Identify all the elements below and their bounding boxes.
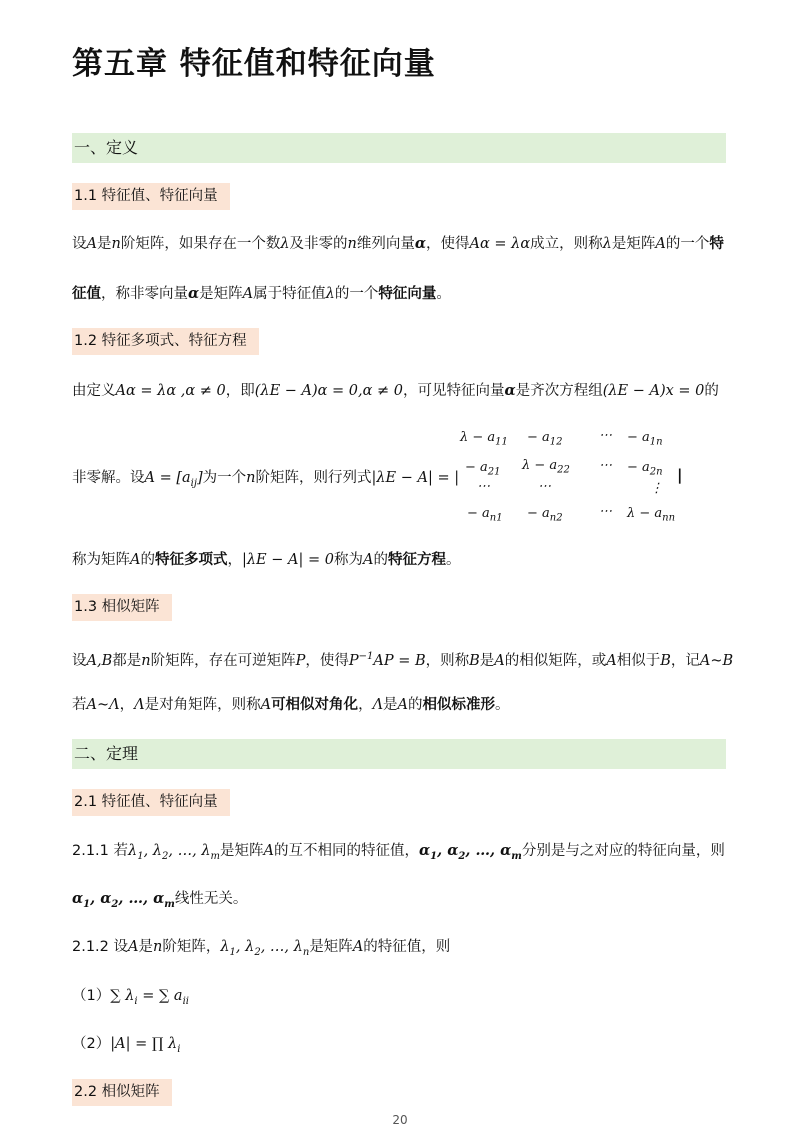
math: , α (437, 842, 459, 859)
text: 维列向量 (356, 236, 415, 252)
math-subscript: ii (182, 995, 189, 1007)
text: 是矩阵 (199, 286, 243, 302)
determinant-close-bar: | (677, 466, 683, 484)
text: 。 (445, 552, 461, 568)
math: ] (196, 470, 203, 486)
math-subscript: 1 (430, 850, 438, 862)
math-subscript: 1 (229, 946, 236, 958)
text: ，使得 (426, 236, 470, 252)
math: n (141, 652, 151, 669)
bold-term: 特征多项式 (154, 552, 228, 568)
text: 属于特征值 (253, 286, 326, 302)
math-subscript: 2 (111, 898, 119, 910)
math-subscript: 1 (137, 850, 144, 862)
math: AP = B (373, 652, 426, 669)
math: P (348, 652, 359, 669)
math: , …, α (465, 842, 512, 859)
math: A (352, 939, 364, 955)
text: ，可见特征向量 (403, 383, 505, 399)
formula-determinant (72, 1034, 180, 1060)
math: A~Λ (86, 697, 120, 713)
text: ， (227, 552, 242, 568)
subsection-heading-1-1: 1.1 特征值、特征向量 (72, 183, 230, 210)
math: A~B (699, 652, 734, 669)
math-subscript: m (164, 898, 175, 910)
matrix-cell-r2c1: − $a_{21}$ (465, 460, 501, 478)
matrix-cell-r4c2: − $a_{n2}$ (527, 506, 563, 524)
text: 若 (72, 697, 87, 713)
text: 阶矩阵，存在可逆矩阵 (150, 652, 296, 669)
theorem-2-1-2 (72, 937, 450, 963)
matrix-cell-r2c4: − $a_{2n}$ (627, 460, 663, 478)
math: A (128, 939, 139, 955)
text: 阶矩阵，则行列式 (255, 470, 372, 486)
paragraph-eigen-definition-line1 (72, 234, 724, 254)
paragraph-similar-line1 (72, 647, 733, 671)
math: λ (325, 286, 335, 302)
text: 的相似矩阵，或 (504, 652, 607, 669)
math: λ (280, 236, 290, 252)
math-superscript: −1 (358, 651, 374, 662)
math: , λ (235, 939, 255, 955)
math: A = [a (144, 470, 191, 486)
bold-term: 特 (709, 236, 724, 252)
matrix-cell-r3c1: ⋯ (477, 479, 490, 494)
text: 的一个 (334, 286, 379, 302)
text: 的 (408, 697, 423, 713)
math: A (263, 843, 274, 859)
math: A (242, 286, 254, 302)
text: 线性无关。 (174, 891, 248, 907)
matrix-cell-r1c4: − $a_{1n}$ (627, 430, 663, 448)
text: 阶矩阵， (162, 939, 221, 955)
math: A (86, 236, 97, 252)
math: α (72, 890, 84, 907)
text: 由定义 (72, 383, 116, 399)
text: 是矩阵 (220, 843, 264, 859)
math: n (153, 939, 163, 955)
text: ， (119, 697, 135, 713)
text: ，使得 (305, 652, 349, 669)
math: λ (128, 843, 138, 859)
text: 的特征值，则 (363, 939, 451, 955)
section-heading-definition: 一、定义 (72, 133, 726, 163)
subsection-heading-2-1: 2.1 特征值、特征向量 (72, 789, 230, 816)
math-subscript: m (210, 850, 221, 862)
math: A (362, 552, 374, 568)
math: Aα = λα (469, 236, 531, 252)
math-subscript: i (177, 1043, 181, 1055)
text: 的互不相同的特征值， (274, 843, 419, 859)
math: A (260, 697, 272, 713)
math: ∑ λ (110, 988, 135, 1004)
math-subscript: ij (190, 477, 197, 489)
math: α (414, 235, 427, 252)
bold-term: 特征向量 (378, 286, 437, 302)
paragraph-char-poly-line2 (72, 468, 459, 494)
text: 是齐次方程组 (515, 383, 603, 399)
bold-term: 特征方程 (387, 552, 446, 568)
math: A (130, 552, 141, 568)
math: |A| = ∏ λ (110, 1036, 178, 1052)
text: 相似于 (616, 652, 661, 669)
paragraph-similar-line2 (72, 695, 510, 715)
text: 的一个 (665, 236, 710, 252)
math: λ (602, 236, 612, 252)
matrix-cell-r2c3: ⋯ (599, 458, 612, 473)
determinant-matrix (455, 424, 695, 534)
matrix-cell-r4c1: − $a_{n1}$ (467, 506, 503, 524)
math: λ (220, 939, 230, 955)
matrix-cell-r3c4: ⋮ (650, 481, 663, 496)
matrix-cell-r3c2: ⋯ (538, 479, 551, 494)
matrix-cell-r2c2: $\lambda - a_{22}$ (522, 458, 570, 476)
math-subscript: n (302, 946, 310, 958)
text: 是 (138, 939, 153, 955)
matrix-cell-r1c3: ⋯ (599, 428, 612, 443)
theorem-2-1-1-line1 (72, 841, 725, 867)
math: , …, λ (168, 843, 211, 859)
math: n (347, 236, 357, 252)
math: P (295, 652, 306, 669)
text: 的 (373, 552, 388, 568)
text: 是矩阵 (309, 939, 353, 955)
text: 及非零的 (289, 236, 348, 252)
math-subscript: 2 (162, 850, 169, 862)
math: B (469, 652, 480, 669)
matrix-cell-r4c4: $\lambda - a_{nn}$ (627, 506, 676, 524)
text: 。 (436, 286, 451, 302)
text: 的 (704, 383, 719, 399)
text: 是对角矩阵，则称 (144, 697, 261, 713)
page-number: 20 (392, 1113, 408, 1127)
math: A (494, 652, 505, 669)
theorem-2-1-1-line2 (72, 889, 247, 915)
text: 成立，则称 (530, 236, 603, 252)
math: A (397, 697, 409, 713)
text: 。 (495, 697, 510, 713)
bold-term: 相似标准形 (422, 697, 496, 713)
text: ，即 (225, 383, 255, 399)
text: ， (358, 697, 373, 713)
math: , α (90, 890, 112, 907)
formula-trace (72, 986, 189, 1012)
math: Λ (134, 697, 145, 713)
math: , …, λ (260, 939, 303, 955)
math: α (188, 285, 200, 302)
text: 是 (96, 236, 112, 252)
section-heading-theorems: 二、定理 (72, 739, 726, 769)
math: α (419, 842, 431, 859)
subsection-heading-2-2: 2.2 相似矩阵 (72, 1079, 172, 1106)
text: 是 (479, 652, 495, 669)
math: A (655, 236, 666, 252)
text: 是 (383, 697, 398, 713)
paragraph-char-poly-line1 (72, 381, 719, 401)
text: 阶矩阵，如果存在一个数 (120, 236, 281, 252)
matrix-cell-r1c2: − $a_{12}$ (527, 430, 563, 448)
text: 非零解。设 (72, 470, 145, 486)
text: 2.1.1 若 (72, 843, 129, 859)
math: A,B (86, 652, 113, 669)
subsection-heading-1-2: 1.2 特征多项式、特征方程 (72, 328, 259, 355)
text: 设 (72, 652, 87, 669)
math-subscript: 2 (254, 946, 261, 958)
math: |λE − A| = | (371, 470, 460, 486)
text: 为一个 (202, 470, 247, 486)
text: 都是 (112, 652, 142, 669)
math: |λE − A| = 0 (241, 552, 334, 568)
math-subscript: i (134, 995, 138, 1007)
text: 分别是与之对应的特征向量，则 (521, 843, 725, 859)
text: ，称非零向量 (101, 286, 188, 302)
bold-term: 征值 (72, 286, 101, 302)
subsection-heading-1-3: 1.3 相似矩阵 (72, 594, 172, 621)
text: ，记 (670, 652, 700, 669)
math: = ∑ a (137, 988, 183, 1004)
paragraph-char-poly-line3 (72, 550, 460, 570)
math-subscript: 2 (458, 850, 466, 862)
text: 称为矩阵 (72, 552, 130, 568)
math-subscript: m (511, 850, 522, 862)
math: Λ (372, 697, 384, 713)
text: （1） (72, 988, 111, 1004)
math: (λE − A)x = 0 (602, 383, 705, 399)
paragraph-eigen-definition-line2 (72, 284, 451, 304)
text: 设 (72, 236, 87, 252)
math-subscript: 1 (83, 898, 91, 910)
text: 是矩阵 (611, 236, 656, 252)
math: n (246, 470, 256, 486)
math: α (504, 382, 516, 399)
math: (λE − A)α = 0,α ≠ 0 (254, 383, 404, 399)
text: 的 (140, 552, 155, 568)
text: （2） (72, 1036, 111, 1052)
math: , λ (143, 843, 163, 859)
math: Aα = λα ,α ≠ 0 (115, 383, 226, 399)
math: n (111, 236, 121, 252)
math: A (606, 652, 617, 669)
math: , …, α (118, 890, 165, 907)
bold-term: 可相似对角化 (271, 697, 359, 713)
text: 称为 (333, 552, 363, 568)
chapter-title: 第五章 特征值和特征向量 (72, 46, 436, 82)
text: ，则称 (425, 652, 470, 669)
matrix-cell-r4c3: ⋯ (599, 504, 612, 519)
text: 2.1.2 设 (72, 939, 129, 955)
math: B (660, 652, 671, 669)
matrix-cell-r1c1: $\lambda - a_{11}$ (460, 430, 508, 448)
